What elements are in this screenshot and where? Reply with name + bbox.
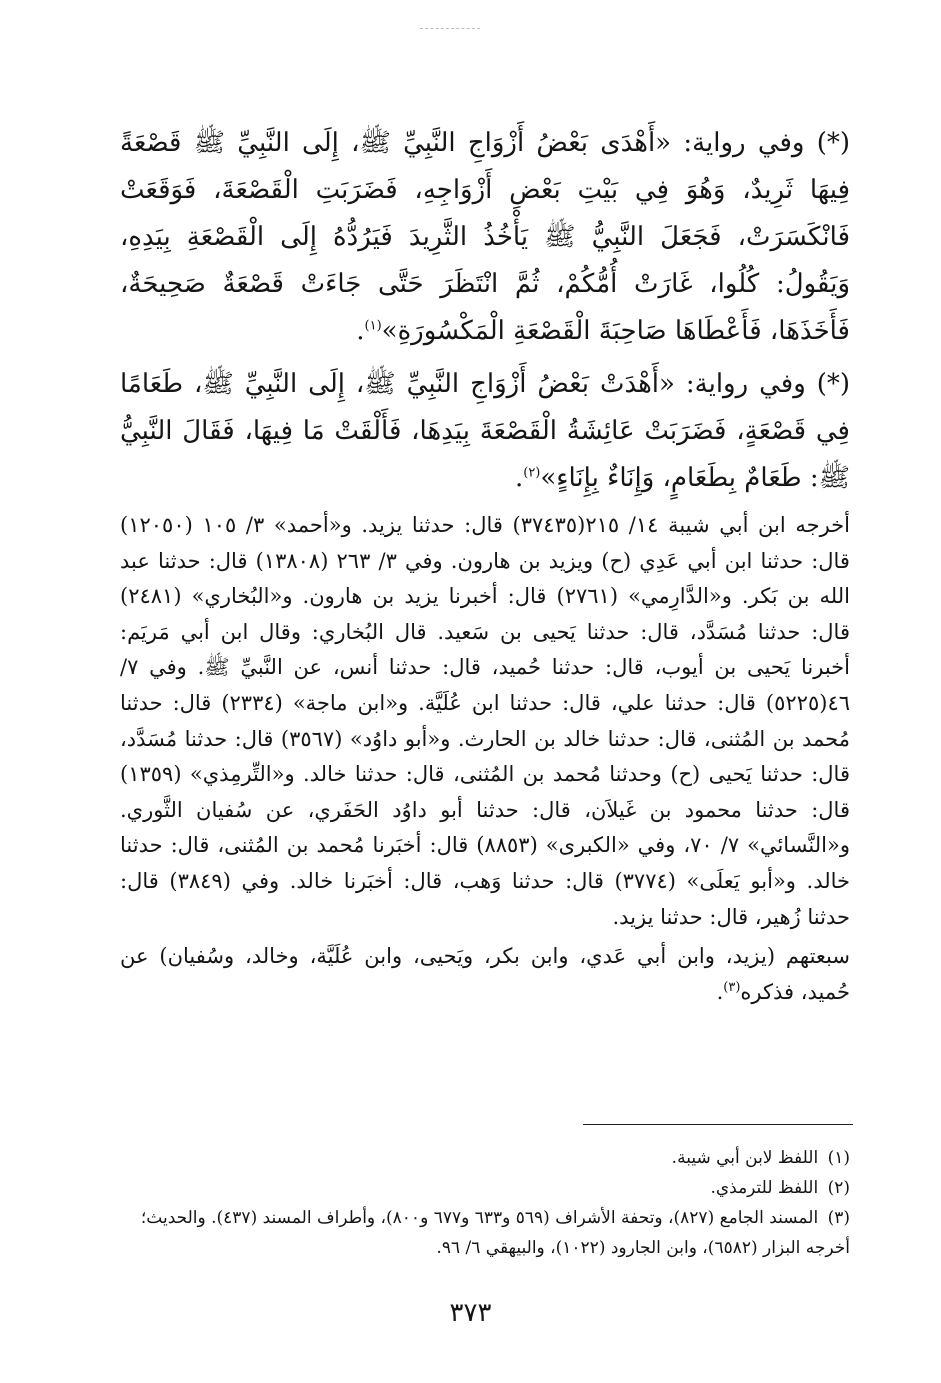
hadith-tail: . (514, 463, 524, 493)
footnote (120, 1143, 850, 1173)
hadith-intro: وفي رواية: (683, 128, 805, 158)
page-body (120, 120, 850, 1010)
footnotes (120, 1143, 850, 1263)
hadith-marker: (*) (816, 369, 851, 399)
hadith-marker: (*) (816, 128, 851, 158)
footnote-number: (١) (827, 1148, 850, 1168)
hadith-narration (120, 120, 850, 355)
footnote-reference: (١) (364, 318, 382, 334)
summary-tail: . (716, 979, 724, 1004)
summary-paragraph (120, 939, 850, 1010)
footnote-number: (٢) (827, 1178, 850, 1198)
footnote (120, 1203, 850, 1263)
footnote-text: اللفظ لابن أبي شيبة. (671, 1148, 819, 1168)
footnote-reference: (٣) (723, 979, 741, 995)
page-number: ٣٧٣ (449, 1298, 492, 1328)
hadith-text: «أَهْدَى بَعْضُ أَزْوَاجِ النَّبِيِّ ﷺ، إِلَى النَّبِيِّ ﷺ قَصْعَةً فِيهَا ثَرِيدٌ، وَهُوَ فِي بَيْتِ بَعْضِ أَزْوَاجِهِ، فَضَرَبَتِ الْقَصْعَةَ، فَوَقَعَتْ فَانْكَسَرَتْ، فَجَعَلَ النَّبِيُّ ﷺ يَأْخُذُ الثَّرِيدَ فَيَرُدُّهُ إِلَى الْقَصْعَةِ بِيَدِهِ، وَيَقُولُ: كُلُوا، غَارَتْ أُمُّكُمْ، ثُمَّ انْتَظَرَ حَتَّى جَاءَتْ قَصْعَةٌ صَحِيحَةٌ، فَأَخَذَهَا، فَأَعْطَاهَا صَاحِبَةَ الْقَصْعَةِ الْمَكْسُورَةِ» (120, 128, 850, 346)
footnote-text: المسند الجامع (٨٢٧)، وتحفة الأشراف (٥٦٩ و٦٣٣ و٦٧٧ و٨٠٠)، وأطراف المسند (٤٣٧). والحديث؛ أخرجه البزار (٦٥٨٢)، وابن الجارود (١٠٢٢)، والبيهقي ٦/ ٩٦. (140, 1208, 850, 1258)
hadith-tail: . (356, 316, 365, 346)
footnote-number: (٣) (827, 1208, 850, 1228)
hadith-narration (120, 361, 850, 502)
footnote (120, 1173, 850, 1203)
footnote-text: اللفظ للترمذي. (710, 1178, 819, 1198)
hadith-intro: وفي رواية: (685, 369, 806, 399)
scan-mark (420, 28, 480, 31)
hadith-text: «أَهْدَتْ بَعْضُ أَزْوَاجِ النَّبِيِّ ﷺ، إِلَى النَّبِيِّ ﷺ، طَعَامًا فِي قَصْعَةٍ، فَضَرَبَتْ عَائِشَةُ الْقَصْعَةَ بِيَدِهَا، فَأَلْقَتْ مَا فِيهَا، فَقَالَ النَّبِيُّ ﷺ: طَعَامٌ بِطَعَامٍ، وَإِنَاءٌ بِإِنَاءٍ» (120, 369, 850, 493)
footnote-reference: (٢) (523, 465, 541, 481)
footnote-separator (583, 1124, 853, 1125)
takhrij-paragraph: أخرجه ابن أبي شيبة ١٤/ ٢١٥(٣٧٤٣٥) قال: حدثنا يزيد. و«أحمد» ٣/ ١٠٥ (١٢٠٥٠) قال: حدثنا ابن أبي عَدِي (ح) ويزيد بن هارون. وفي ٣/ ٢٦٣ (١٣٨٠٨) قال: حدثنا عبد الله بن بَكر. و«الدَّارِمي» (٢٧٦١) قال: أخبرنا يزيد بن هارون. و«البُخاري» (٢٤٨١) قال: حدثنا مُسَدَّد، قال: حدثنا يَحيى بن سَعيد. قال البُخاري: وقال ابن أبي مَريَم: أخبرنا يَحيى بن أيوب، قال: حدثنا حُميد، قال: حدثنا أنس، عن النَّبيِّ ﷺ. وفي ٧/ ٤٦(٥٢٢٥) قال: حدثنا علي، قال: حدثنا ابن عُلَيَّة. و«ابن ماجة» (٢٣٣٤) قال: حدثنا مُحمد بن المُثنى، قال: حدثنا خالد بن الحارث. و«أبو داوُد» (٣٥٦٧) قال: حدثنا مُسَدَّد، قال: حدثنا يَحيى (ح) وحدثنا مُحمد بن المُثنى، قال: حدثنا خالد. و«التِّرمِذي» (١٣٥٩) قال: حدثنا محمود بن غَيلاَن، قال: حدثنا أبو داوُد الحَفَري، عن سُفيان الثَّوري. و«النَّسائي» ٧/ ٧٠، وفي «الكبرى» (٨٨٥٣) قال: أخبَرنا مُحمد بن المُثنى، قال: حدثنا خالد. و«أبو يَعلَى» (٣٧٧٤) قال: حدثنا وَهب، قال: أخبَرنا خالد. وفي (٣٨٤٩) قال: حدثنا زُهير، قال: حدثنا يزيد. (120, 513, 851, 929)
summary-text: سبعتهم (يزيد، وابن أبي عَدي، وابن بكر، ويَحيى، وابن عُلَيَّة، وخالد، وسُفيان) عن حُميد، فذكره (120, 944, 850, 1004)
